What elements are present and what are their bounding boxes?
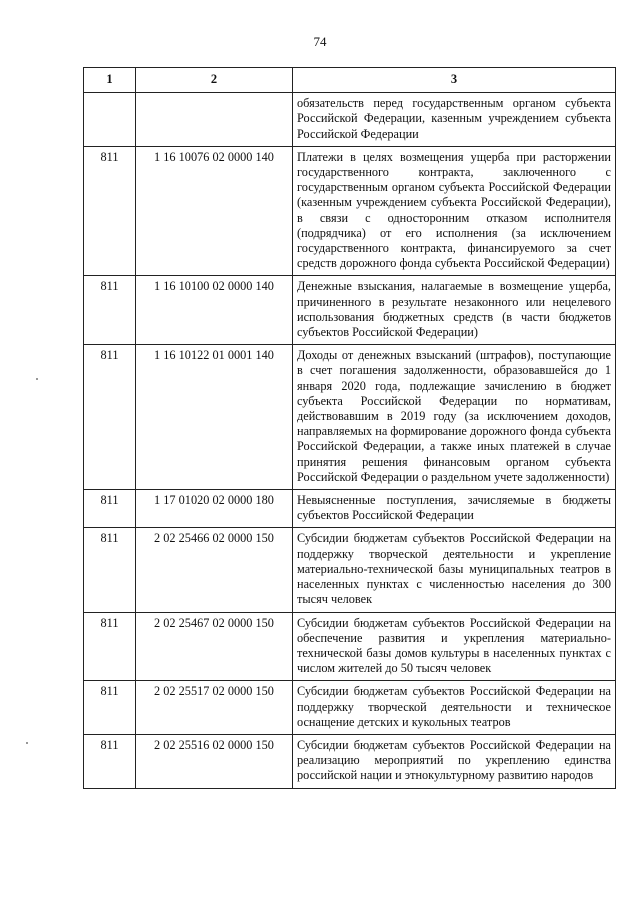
admin-code-cell: 811 xyxy=(84,490,136,528)
revenue-codes-table xyxy=(83,67,616,789)
admin-code-cell: 811 xyxy=(84,345,136,490)
table-row xyxy=(84,681,616,735)
description-cell: Субсидии бюджетам субъектов Российской Федерации на поддержку творческой деятельности и укрепление материально-технической базы муниципальных театров в населенных пунктах с численностью населения до 300 тысяч человек xyxy=(293,528,616,612)
budget-code-cell: 2 02 25516 02 0000 150 xyxy=(136,734,293,788)
description-cell: Невыясненные поступления, зачисляемые в бюджеты субъектов Российской Федерации xyxy=(293,490,616,528)
admin-code-cell: 811 xyxy=(84,681,136,735)
budget-code-cell: 2 02 25467 02 0000 150 xyxy=(136,612,293,681)
description-cell: Денежные взыскания, налагаемые в возмещение ущерба, причиненного в результате незаконного или нецелевого использования бюджетных средств (в части бюджетов субъектов Российской Федерации) xyxy=(293,276,616,345)
margin-mark xyxy=(26,742,28,744)
budget-code-cell: 1 17 01020 02 0000 180 xyxy=(136,490,293,528)
column-header-2: 2 xyxy=(136,68,293,93)
budget-code-cell: 2 02 25517 02 0000 150 xyxy=(136,681,293,735)
column-header-1: 1 xyxy=(84,68,136,93)
description-cell: Субсидии бюджетам субъектов Российской Федерации на обеспечение развития и укрепления материально-технической базы домов культуры в населенных пунктах с числом жителей до 50 тысяч человек xyxy=(293,612,616,681)
budget-code-cell xyxy=(136,93,293,147)
admin-code-cell: 811 xyxy=(84,528,136,612)
table-row xyxy=(84,528,616,612)
budget-code-cell: 2 02 25466 02 0000 150 xyxy=(136,528,293,612)
admin-code-cell: 811 xyxy=(84,146,136,276)
margin-mark xyxy=(36,378,38,380)
admin-code-cell: 811 xyxy=(84,734,136,788)
page-number: 74 xyxy=(313,34,327,49)
budget-code-cell: 1 16 10122 01 0001 140 xyxy=(136,345,293,490)
column-header-3: 3 xyxy=(293,68,616,93)
table-row xyxy=(84,146,616,276)
budget-code-cell: 1 16 10100 02 0000 140 xyxy=(136,276,293,345)
table-row xyxy=(84,490,616,528)
table-row xyxy=(84,612,616,681)
admin-code-cell: 811 xyxy=(84,276,136,345)
table-row xyxy=(84,276,616,345)
table-row xyxy=(84,734,616,788)
table-header-row xyxy=(84,68,616,93)
description-cell: Субсидии бюджетам субъектов Российской Федерации на поддержку творческой деятельности и техническое оснащение детских и кукольных театров xyxy=(293,681,616,735)
budget-code-cell: 1 16 10076 02 0000 140 xyxy=(136,146,293,276)
description-cell: Субсидии бюджетам субъектов Российской Федерации на реализацию мероприятий по укреплению единства российской нации и этнокультурному развитию народов xyxy=(293,734,616,788)
admin-code-cell: 811 xyxy=(84,612,136,681)
description-cell: обязательств перед государственным органом субъекта Российской Федерации, казенным учреждением субъекта Российской Федерации xyxy=(293,93,616,147)
description-cell: Доходы от денежных взысканий (штрафов), поступающие в счет погашения задолженности, образовавшейся до 1 января 2020 года, подлежащие зачислению в бюджет субъекта Российской Федерации по нормативам, действовавшим в 2019 году (за исключением доходов, направляемых на формирование дорожного фонда субъекта Российской Федерации, а также иных платежей в случае принятия решения финансовым органом субъекта Российской Федерации о раздельном учете задолженности) xyxy=(293,345,616,490)
admin-code-cell xyxy=(84,93,136,147)
description-cell: Платежи в целях возмещения ущерба при расторжении государственного контракта, заключенного с государственным органом субъекта Российской Федерации (казенным учреждением субъекта Российской Федерации), в связи с односторонним отказом исполнителя (подрядчика) от его исполнения (за исключением государственного контракта, финансируемого за счет средств дорожного фонда субъекта Российской Федерации) xyxy=(293,146,616,276)
table-row xyxy=(84,345,616,490)
table-row xyxy=(84,93,616,147)
